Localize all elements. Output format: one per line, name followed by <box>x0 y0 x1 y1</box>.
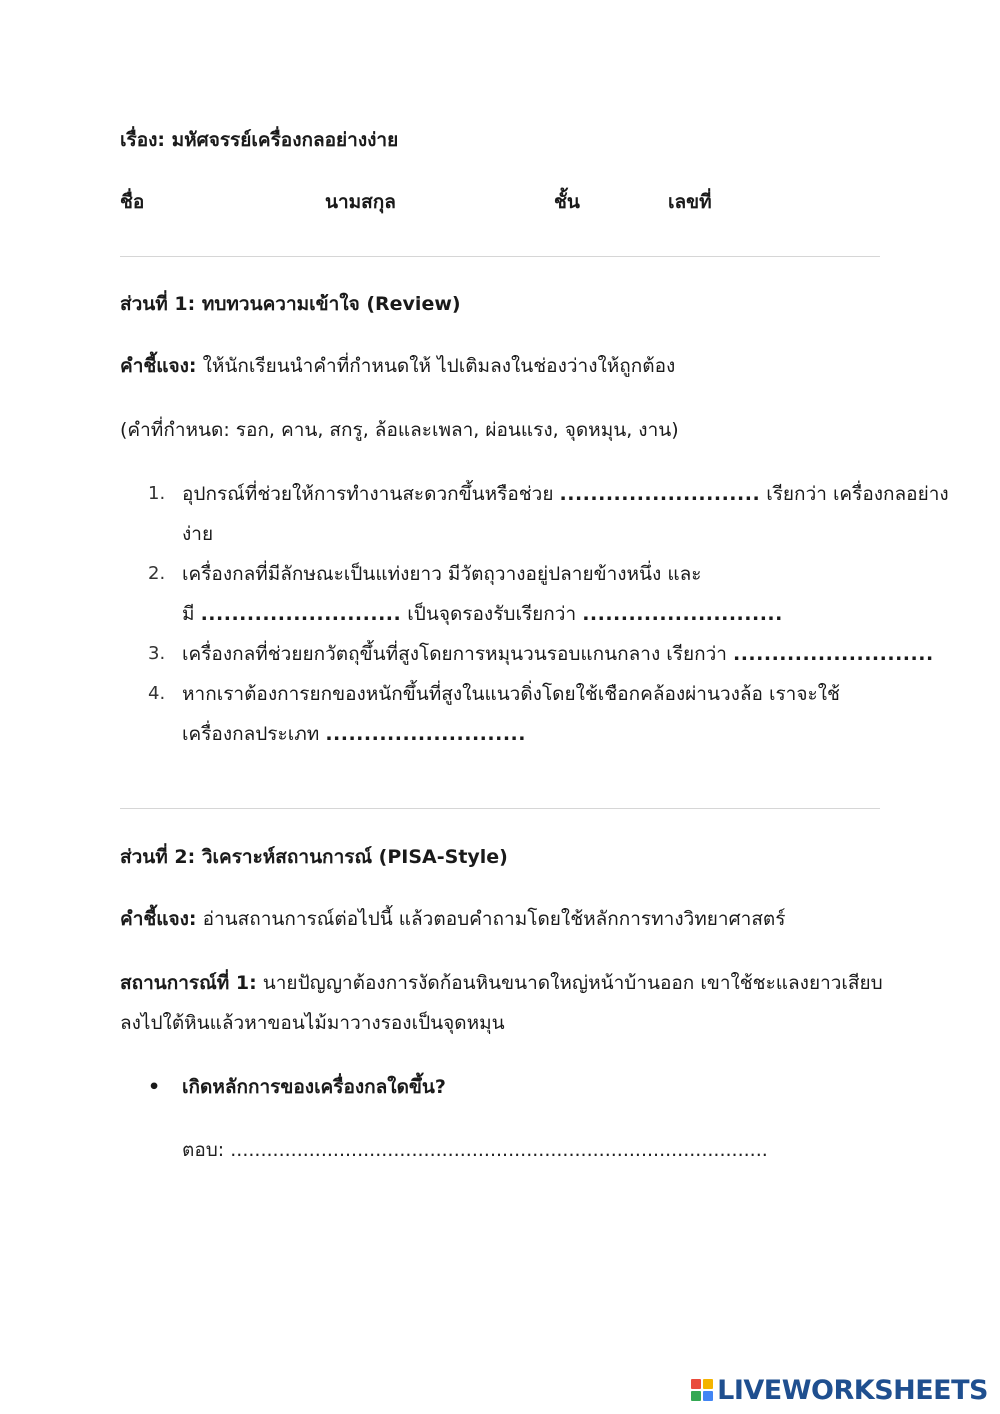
list-item <box>148 674 888 754</box>
number-label: เลขที่ <box>668 191 712 213</box>
instruction-label: คำชี้แจง: <box>120 355 197 377</box>
question-text: อุปกรณ์ที่ช่วยให้การทำงานสะดวกขึ้นหรือช่วย <box>182 483 560 505</box>
divider <box>120 808 880 809</box>
question-text: เรียกว่า เครื่องกลอย่าง <box>760 483 949 505</box>
list-item <box>148 634 934 674</box>
question-text: ง่าย <box>182 523 214 545</box>
instruction-label: คำชี้แจง: <box>120 908 197 930</box>
word-bank: (คำที่กำหนด: รอก, คาน, สกรู, ล้อและเพลา, ผ่อนแรง, จุดหมุน, งาน) <box>120 419 679 441</box>
list-item <box>148 474 949 554</box>
question-text: เป็นจุดรองรับเรียกว่า <box>401 603 583 625</box>
question-text: หากเราต้องการยกของหนักขึ้นที่สูงในแนวดิ่งโดยใช้เชือกคล้องผ่านวงล้อ เราจะใช้ <box>182 683 840 705</box>
instruction-text: ให้นักเรียนนำคำที่กำหนดให้ ไปเติมลงในช่องว่างให้ถูกต้อง <box>196 355 676 377</box>
situation-text: ลงไปใต้หินแล้วหาขอนไม้มาวางรองเป็นจุดหมุน <box>120 1012 505 1034</box>
situation-paragraph <box>120 963 883 1043</box>
question-text: เครื่องกลประเภท <box>182 723 326 745</box>
answer-row <box>182 1130 768 1170</box>
answer-blank[interactable]: ......................................................................................... <box>224 1139 768 1161</box>
situation-question <box>148 1067 446 1107</box>
section2-instruction <box>120 899 785 939</box>
answer-blank[interactable]: .......................... <box>200 603 402 625</box>
class-label: ชั้น <box>554 191 580 213</box>
question-number: 3. <box>148 643 166 664</box>
student-info-row <box>120 182 880 222</box>
list-item <box>148 554 888 634</box>
answer-blank[interactable]: .......................... <box>582 603 783 625</box>
question-text: มี <box>182 603 201 625</box>
worksheet-title: เรื่อง: มหัศจรรย์เครื่องกลอย่างง่าย <box>120 129 399 151</box>
section1-instruction <box>120 346 675 386</box>
question-number: 2. <box>148 563 166 584</box>
answer-blank[interactable]: .......................... <box>733 643 934 665</box>
bullet-icon: • <box>148 1076 161 1098</box>
section2-heading: ส่วนที่ 2: วิเคราะห์สถานการณ์ (PISA-Style) <box>120 846 508 868</box>
liveworksheets-logo <box>691 1372 988 1408</box>
instruction-text: อ่านสถานการณ์ต่อไปนี้ แล้วตอบคำถามโดยใช้หลักการทางวิทยาศาสตร์ <box>196 908 786 930</box>
question-number: 1. <box>148 483 166 504</box>
question-number: 4. <box>148 683 166 704</box>
answer-label: ตอบ: <box>182 1139 225 1161</box>
answer-blank[interactable]: .......................... <box>559 483 761 505</box>
divider <box>120 256 880 257</box>
logo-text: LIVEWORKSHEETS <box>717 1374 988 1406</box>
question-text: เกิดหลักการของเครื่องกลใดขึ้น? <box>182 1076 446 1098</box>
question-list <box>148 474 949 754</box>
situation-label: สถานการณ์ที่ 1: <box>120 972 257 994</box>
name-label: ชื่อ <box>120 191 145 213</box>
question-text: เครื่องกลที่มีลักษณะเป็นแท่งยาว มีวัตถุวางอยู่ปลายข้างหนึ่ง และ <box>182 563 702 585</box>
answer-blank[interactable]: .......................... <box>325 723 526 745</box>
question-text: เครื่องกลที่ช่วยยกวัตถุขึ้นที่สูงโดยการหมุนวนรอบแกนกลาง เรียกว่า <box>182 643 733 665</box>
situation-text: นายปัญญาต้องการงัดก้อนหินขนาดใหญ่หน้าบ้านออก เขาใช้ชะแลงยาวเสียบ <box>256 972 883 994</box>
logo-grid-icon <box>691 1379 713 1401</box>
section1-heading: ส่วนที่ 1: ทบทวนความเข้าใจ (Review) <box>120 293 461 315</box>
surname-label: นามสกุล <box>325 191 396 213</box>
